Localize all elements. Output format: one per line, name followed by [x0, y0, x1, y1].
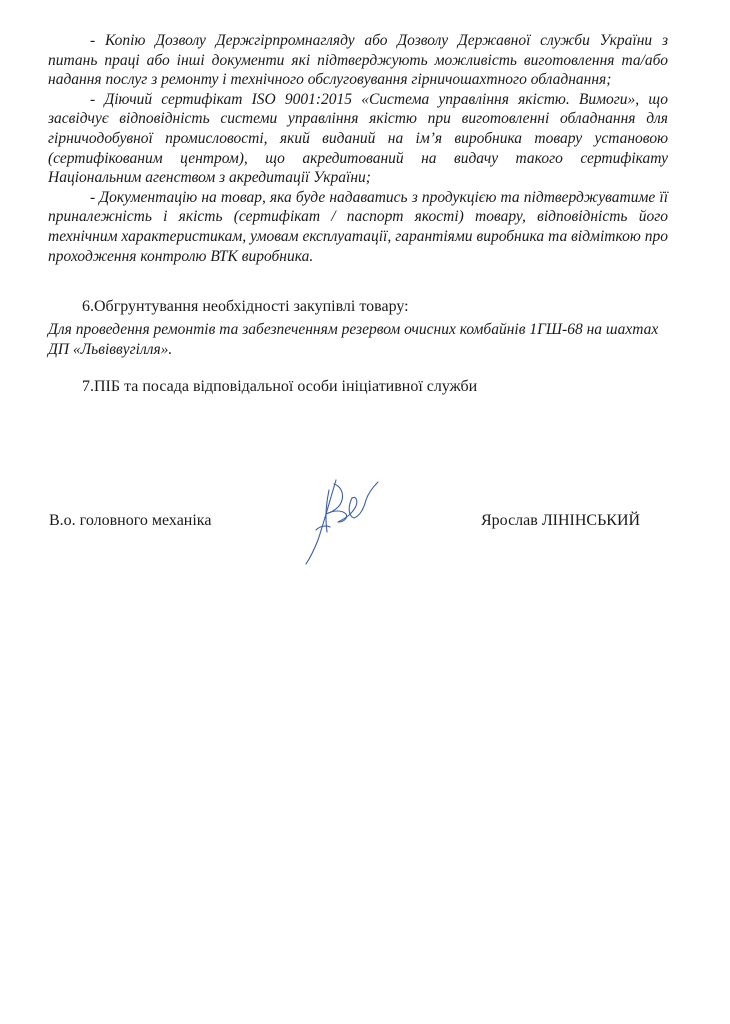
signatory-name: Ярослав ЛІНІНСЬКИЙ — [481, 512, 641, 529]
section6-heading: 6.Обгрунтування необхідності закупівлі товару: — [82, 298, 409, 315]
section7-heading: 7.ПІБ та посада відповідальної особи ініціативної служби — [82, 378, 478, 395]
requirements-list — [48, 31, 668, 266]
section6-text-block — [48, 320, 668, 359]
requirement-item-dozvil: - Копію Дозволу Держгірпромнагляду або Дозволу Державної служби України з питань праці або інші документи які підтверджують можливість виготовлення та/або надання послуг з ремонту і технічного обслуговування гірничошахтного обладнання; — [48, 32, 668, 89]
signatory-role: В.о. головного механіка — [49, 512, 212, 529]
section6-text: Для проведення ремонтів та забезпеченням резервом очисних комбайнів 1ГШ-68 на шахтах ДП «Львіввугілля». — [48, 321, 659, 358]
requirement-item-documentation: - Документацію на товар, яка буде надаватись з продукцією та підтверджуватиме її приналежність і якість (сертифікат / паспорт якості) товару, відповідність його технічним характеристикам, умовам експлуатації, гарантіями виробника та відміткою про проходження контролю ВТК виробника. — [48, 188, 668, 265]
requirement-item-iso: - Діючий сертифікат ISO 9001:2015 «Система управління якістю. Вимоги», що засвідчує відповідність системи управління якістю при виготовленні обладнання для гірничодобувної промисловості, який виданий на ім’я виробника товару установою (сертифікованим центром), що акредитований на видачу такого сертифікату Національним агенством з акредитації України; — [48, 90, 668, 187]
handwritten-signature — [296, 470, 386, 570]
